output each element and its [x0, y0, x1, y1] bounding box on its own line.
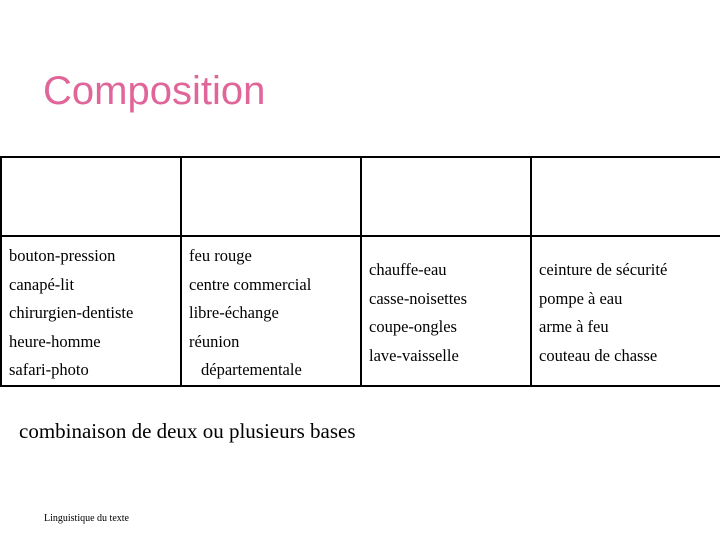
table-header-row: [1, 157, 720, 236]
header-cell-1: [1, 157, 181, 236]
list-item: safari-photo: [9, 360, 89, 379]
word-list: [532, 237, 720, 370]
list-item: heure-homme: [9, 331, 101, 351]
table-cell-col-2: [181, 236, 361, 386]
list-item: casse-noisettes: [369, 288, 468, 308]
word-list: [182, 237, 360, 385]
table-cell-col-1: [1, 236, 181, 386]
list-item: pompe à eau: [539, 288, 623, 308]
list-item: arme à feu: [539, 317, 609, 336]
header-cell-4: [531, 157, 720, 236]
list-item: couteau de chasse: [539, 345, 658, 365]
list-item: coupe-ongles: [369, 317, 457, 336]
word-list: [2, 237, 180, 385]
list-item: libre-échange: [189, 303, 279, 322]
list-item: centre commercial: [189, 274, 312, 294]
definition-caption: combinaison de deux ou plusieurs bases: [19, 419, 356, 443]
list-item: lave-vaisselle: [369, 345, 459, 365]
composition-table: [0, 156, 720, 387]
table-cell-col-3: [361, 236, 531, 386]
table-cell-col-4: [531, 236, 720, 386]
table-body-row: [1, 236, 720, 386]
list-item: réunion: [189, 331, 240, 351]
list-item: chauffe-eau: [369, 260, 447, 279]
header-cell-3: [361, 157, 531, 236]
slide-footer: Linguistique du texte: [44, 513, 129, 524]
header-cell-2: [181, 157, 361, 236]
list-item: chirurgien-dentiste: [9, 303, 134, 322]
list-item: départementale: [201, 360, 302, 379]
list-item: ceinture de sécurité: [539, 260, 668, 279]
list-item: bouton-pression: [9, 246, 116, 265]
list-item: canapé-lit: [9, 274, 75, 294]
slide-title: Composition: [43, 69, 266, 113]
list-item: feu rouge: [189, 246, 252, 265]
word-list: [362, 237, 530, 370]
